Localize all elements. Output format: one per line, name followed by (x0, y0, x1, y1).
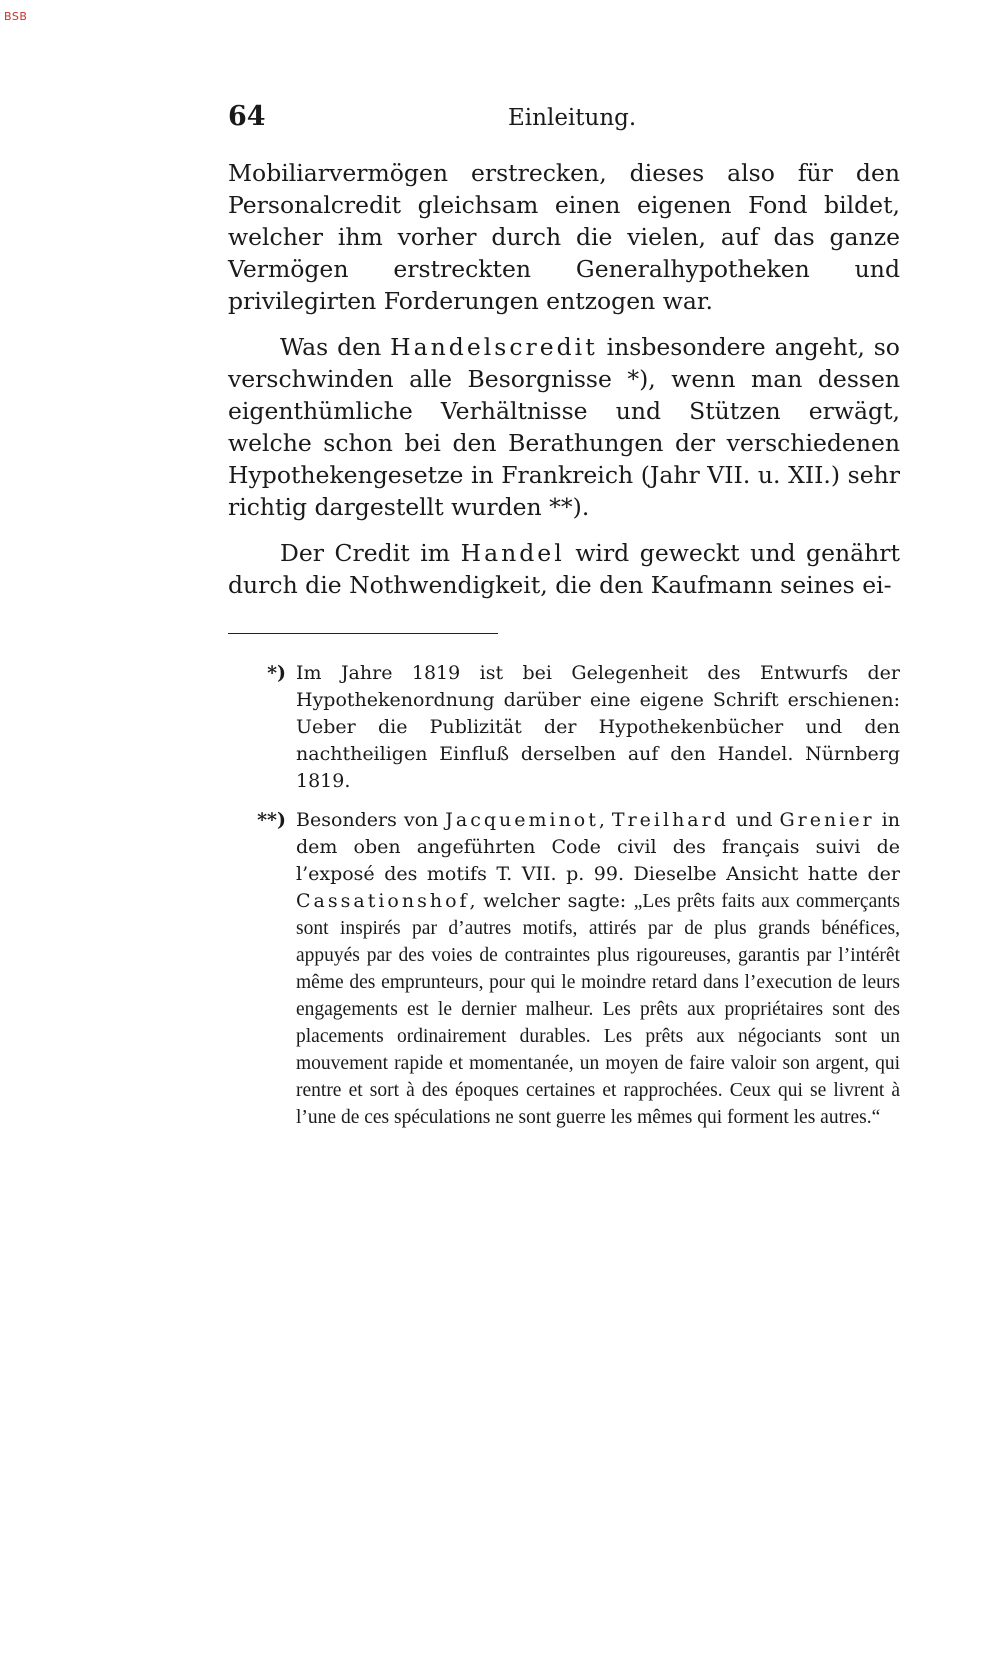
footnote-1-text: Im Jahre 1819 ist bei Gelegenheit des Entwurfs der Hypothekenordnung darüber eine eigene Schrift erschienen: Ueber die Publizität der Hypothekenbücher und den nachtheiligen Einfluß derselben auf den Handel. Nürnberg 1819. (296, 662, 900, 792)
main-text (228, 157, 900, 601)
emphasis-handelscredit: Handelscredit (390, 333, 598, 361)
name-grenier: Grenier (779, 809, 875, 831)
footnote-2 (228, 807, 900, 1131)
paragraph-2 (228, 331, 900, 523)
footnote-2-text (296, 807, 900, 1131)
paragraph-2-start: Was den (280, 333, 382, 361)
footnote-2-part-d: in dem oben angeführten Code civil des français suivi de l’exposé des motifs T. VII. p. 99. Dieselbe Ansicht hatte der (296, 809, 900, 885)
paragraph-2-rest: insbesondere angeht, so verschwinden alle Besorgnisse *), wenn man dessen eigenthümliche Verhältnisse und Stützen erwägt, welche schon bei den Berathungen der verschiedenen Hypothekengesetze in Frankreich (Jahr VII. u. XII.) sehr richtig dargestellt wurden **). (228, 333, 900, 521)
footnote-2-part-c: und (735, 809, 773, 831)
name-treilhard: Treilhard (611, 809, 729, 831)
paragraph-3-start: Der Credit im (280, 539, 451, 567)
running-head: Einleitung. (508, 105, 637, 131)
footnote-2-mark: **) (257, 809, 286, 831)
footnotes (228, 660, 900, 1131)
footnote-1 (228, 660, 900, 795)
paragraph-1: Mobiliarvermögen erstrecken, dieses also für den Personalcredit gleichsam einen eigenen Fond bildet, welcher ihm vorher durch die vielen, auf das ganze Vermögen erstreckten Generalhypotheken und privilegirten Forderungen entzogen war. (228, 159, 900, 315)
paragraph-3 (228, 537, 900, 601)
page-header (228, 95, 900, 135)
paragraph-3-rest: wird geweckt und genährt durch die Nothwendigkeit, die den Kaufmann seines ei- (228, 539, 900, 599)
footnote-2-part-a: Besonders von (296, 809, 439, 831)
footnote-2-part-e: , welcher sagte: (469, 890, 627, 912)
book-page (228, 95, 900, 1143)
emphasis-handel: Handel (460, 539, 565, 567)
library-watermark: BSB (4, 10, 28, 23)
footnote-separator (228, 633, 498, 634)
french-quotation: „Les prêts faits aux commerçants sont inspirés par d’autres motifs, attirés par de plus grands bénéfices, appuyés par des voies de contraintes plus rigoureuses, garantis par l’intérêt même des emprunteurs, pour qui le moindre retard dans l’execution de leurs engagements est le dernier malheur. Les prêts aux propriétaires sont des placements ordinairement durables. Les prêts aux négociants sont un mouvement rapide et momentanée, un moyen de faire valoir son argent, qui rentre et sort à des époques certaines et rapprochées. Ceux qui se livrent à l’une de ces spéculations ne sont guerre les mêmes qui forment les autres.“ (296, 891, 900, 1128)
page-number: 64 (228, 101, 266, 132)
footnote-1-mark: *) (267, 662, 286, 684)
name-jacqueminot: Jacqueminot (445, 809, 599, 831)
footnote-2-part-b: , (598, 809, 605, 831)
name-cassationshof: Cassationshof (296, 890, 470, 912)
